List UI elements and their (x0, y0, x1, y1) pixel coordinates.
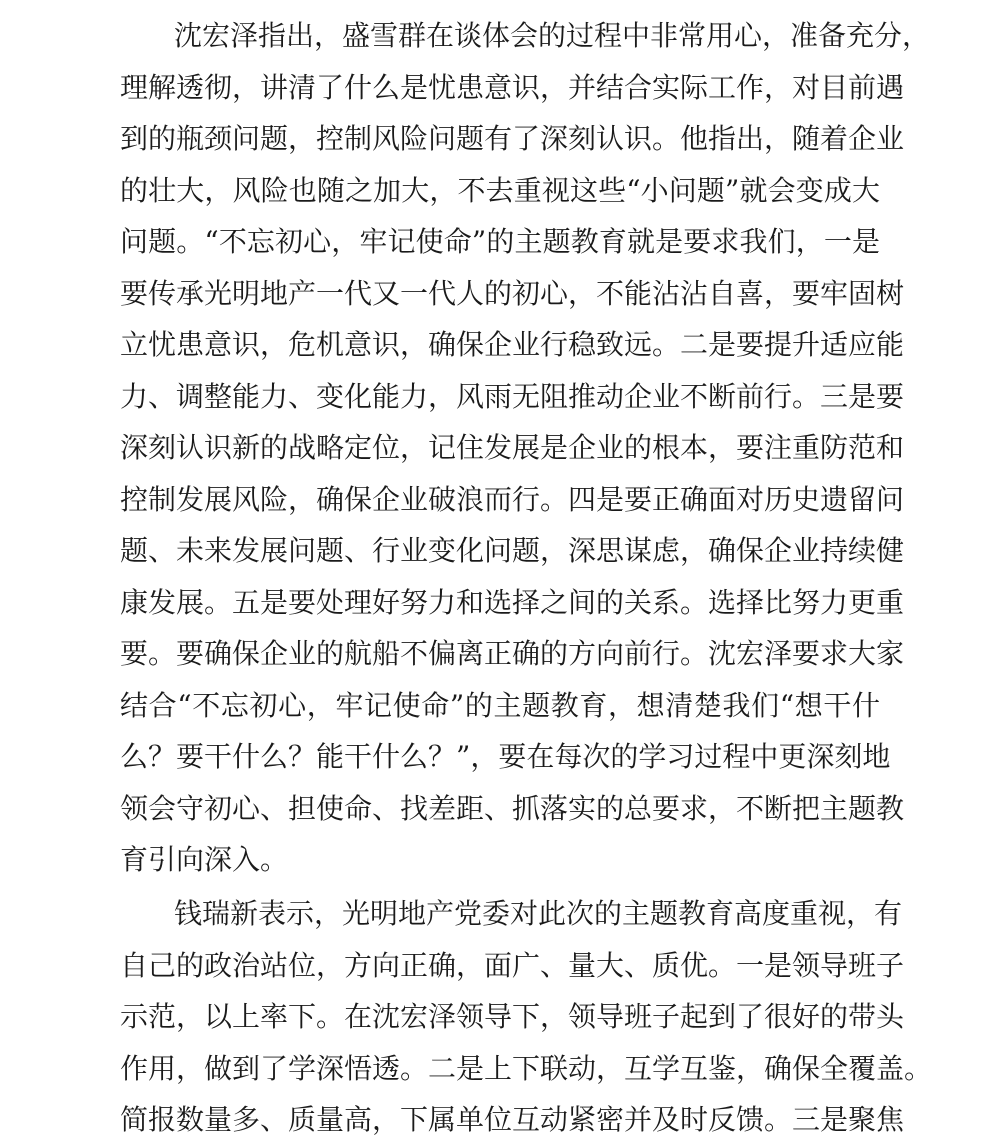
text-line: 深刻认识新的战略定位，记住发展是企业的根本，要注重防范和 (120, 431, 905, 464)
text-line: 康发展。五是要处理好努力和选择之间的关系。选择比努力更重 (120, 585, 905, 619)
text-line: 钱瑞新表示，光明地产党委对此次的主题教育高度重视，有 (174, 897, 903, 930)
text-line: 示范，以上率下。在沈宏泽领导下，领导班子起到了很好的带头 (120, 1000, 905, 1033)
text-line: 沈宏泽指出，盛雪群在谈体会的过程中非常用心，准备充分， (174, 19, 931, 52)
text-line: 要。要确保企业的航船不偏离正确的方向前行。沈宏泽要求大家 (120, 637, 905, 670)
text-line: 作用，做到了学深悟透。二是上下联动，互学互鉴，确保全覆盖。 (120, 1051, 933, 1085)
text-line: 的壮大，风险也随之加大，不去重视这些“小问题”就会变成大 (120, 173, 880, 207)
text-line: 要传承光明地产一代又一代人的初心，不能沾沾自喜，要牢固树 (120, 276, 905, 310)
text-line: 题、未来发展问题、行业变化问题，深思谋虑，确保企业持续健 (120, 534, 905, 567)
text-line: 简报数量多、质量高，下属单位互动紧密并及时反馈。三是聚焦 (120, 1103, 905, 1136)
text-line: 理解透彻，讲清了什么是忧患意识，并结合实际工作，对目前遇 (120, 70, 905, 104)
text-line: 自己的政治站位，方向正确，面广、量大、质优。一是领导班子 (120, 948, 905, 982)
text-line: 育引向深入。 (120, 843, 289, 876)
text-line: 结合“不忘初心，牢记使命”的主题教育，想清楚我们“想干什 (120, 688, 880, 722)
text-line: 控制发展风险，确保企业破浪而行。四是要正确面对历史遗留问 (120, 482, 905, 516)
paragraph-2 (120, 888, 933, 1146)
text-line: 力、调整能力、变化能力，风雨无阻推动企业不断前行。三是要 (120, 379, 905, 413)
text-line: 到的瓶颈问题，控制风险问题有了深刻认识。他指出，随着企业 (120, 122, 905, 155)
paragraph-1 (120, 10, 931, 886)
text-line: 么？要干什么？能干什么？”，要在每次的学习过程中更深刻地 (120, 740, 891, 773)
text-line: 问题。“不忘初心，牢记使命”的主题教育就是要求我们，一是 (120, 225, 880, 258)
text-line: 领会守初心、担使命、找差距、抓落实的总要求，不断把主题教 (120, 791, 905, 825)
text-line: 立忧患意识，危机意识，确保企业行稳致远。二是要提升适应能 (120, 328, 905, 361)
